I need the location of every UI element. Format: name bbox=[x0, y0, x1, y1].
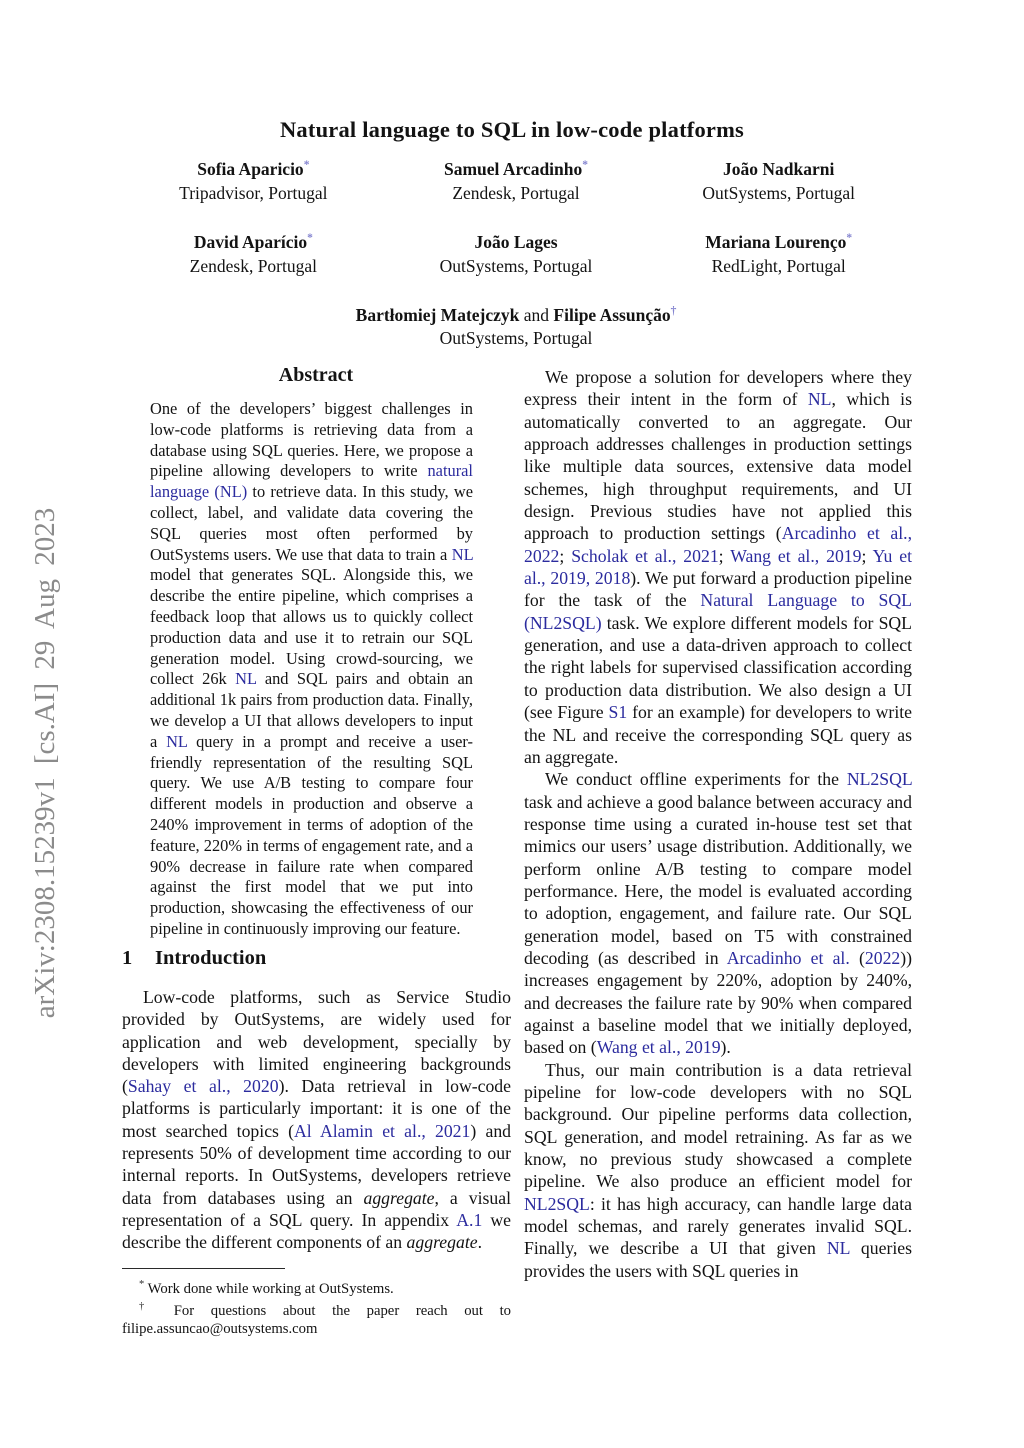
authors-row-1 bbox=[122, 153, 910, 206]
author-affiliation: RedLight, Portugal bbox=[711, 255, 846, 276]
section-heading-introduction bbox=[122, 947, 510, 970]
text-run: We conduct offline experiments for the bbox=[545, 769, 847, 790]
author-mark: * bbox=[846, 231, 853, 244]
abstract-text bbox=[150, 399, 473, 940]
right-column bbox=[524, 366, 912, 1282]
inline-link[interactable]: Sahay et al., 2020 bbox=[127, 1076, 279, 1097]
text-run: ). We put forward a production pipeline for the task of the bbox=[524, 568, 912, 611]
text-run: Low-code platforms, such as Service Studio provided by OutSystems, are widely used for application and web development, specially by developers with limited engineering backgrounds ( bbox=[122, 987, 511, 1097]
abstract-heading: Abstract bbox=[278, 364, 354, 386]
text-run: model that generates SQL. Alongside this, we describe the entire pipeline, which comprises a feedback loop that allows us to quickly collect production data and use it to retrain our SQL generation model. Using crowd-sourcing, we collect 26k bbox=[150, 565, 473, 689]
inline-link[interactable]: NL bbox=[235, 669, 257, 689]
text-run: , which is automatically converted to an aggregate. Our approach addresses challenges in production settings like multiple data sources, extensive data model schemes, high throughput requirements, and UI design. Previous studies have not applied this approach to production settings ( bbox=[524, 389, 912, 544]
text-run: ; bbox=[861, 545, 873, 566]
text-run: we describe the different components of an bbox=[122, 1209, 512, 1253]
footnote bbox=[122, 1276, 511, 1298]
inline-link[interactable]: natural language (NL) bbox=[150, 461, 473, 502]
authors-block bbox=[122, 153, 910, 351]
author-name bbox=[647, 226, 910, 254]
inline-link[interactable]: Natural Language to SQL (NL2SQL) bbox=[524, 590, 912, 633]
arxiv-watermark: arXiv:2308.15239v1 [cs.AI] 29 Aug 2023 bbox=[29, 507, 61, 1019]
author-name-text: Filipe Assunção bbox=[553, 304, 671, 325]
inline-link[interactable]: S1 bbox=[608, 702, 628, 723]
author-affiliation: Zendesk, Portugal bbox=[452, 182, 580, 203]
footnote-text: For questions about the paper reach out to filipe.assuncao@outsystems.com bbox=[122, 1302, 511, 1338]
author bbox=[385, 226, 648, 279]
text-run: task and achieve a good balance between accuracy and response time using a curated in-house test set that mimics our users’ usage distribution. Additionally, we perform online A/B testing to compare model performance. Here, the model is evaluated according to adoption, engagement, and failure rate. Our SQL generation model, based on T5 with constrained decoding (as described in bbox=[524, 791, 912, 968]
text-run: We propose a solution for developers where they express their intent in the form of bbox=[524, 367, 912, 410]
inline-link[interactable]: Arcadinho et al., 2022 bbox=[524, 523, 912, 566]
inline-link[interactable]: NL2SQL bbox=[524, 1193, 590, 1214]
text-run: ). Data retrieval in low-code platforms is particularly important: it is one of the most searched topics ( bbox=[122, 1076, 511, 1141]
text-run: queries provides the users with SQL queries in bbox=[524, 1238, 912, 1281]
paper-title: Natural language to SQL in low-code platforms bbox=[279, 117, 744, 142]
footnote-text: Work done while working at OutSystems. bbox=[147, 1280, 394, 1297]
section-number: 1 bbox=[122, 947, 133, 969]
author-name-text: Mariana Lourenço bbox=[705, 231, 847, 252]
footnote-mark: * bbox=[139, 1279, 145, 1290]
text-run: Thus, our main contribution is a data retrieval pipeline for low-code developers with no SQL background. Our pipeline performs data collection, SQL generation, and model retraining. As far as we know, no previous study showcased a complete pipeline. We also produce an efficient model for bbox=[524, 1059, 912, 1192]
author-mark: * bbox=[303, 159, 310, 171]
author-name-text: Sofia Aparicio bbox=[197, 158, 304, 179]
author-name-text: David Aparício bbox=[193, 231, 308, 252]
body-paragraph bbox=[524, 768, 912, 1058]
inline-link[interactable]: NL2SQL bbox=[846, 769, 912, 790]
footnote-divider bbox=[122, 1268, 285, 1269]
author-affiliation: Tripadvisor, Portugal bbox=[179, 182, 328, 203]
footnote-mark: † bbox=[139, 1301, 158, 1313]
body-paragraph bbox=[524, 1059, 912, 1282]
text-run: , a visual representation of a SQL query. In appendix bbox=[122, 1187, 511, 1230]
author-name bbox=[122, 226, 385, 254]
author-name bbox=[122, 299, 910, 327]
text-run: : it has high accuracy, can handle large data model schemas, and rarely generates invalid SQL. Finally, we describe a UI that given bbox=[524, 1193, 912, 1259]
text-run: aggregate bbox=[363, 1187, 435, 1208]
author-affiliation: OutSystems, Portugal bbox=[439, 255, 593, 276]
text-run: query in a prompt and receive a user-friendly representation of the resulting SQL query. We use A/B testing to compare four different models in production and observe a 240% improvement in terms of adoption of the feature, 220% in terms of engagement rate, and a 90% decrease in failure rate when compared against the first model that we put into production, showcasing the effectiveness of our pipeline in continuously improving our feature. bbox=[150, 731, 474, 938]
body-paragraph bbox=[524, 366, 912, 768]
inline-link[interactable]: 2022 bbox=[864, 947, 901, 968]
author-name-text: João Lages bbox=[474, 231, 558, 252]
inline-link[interactable]: NL bbox=[826, 1238, 850, 1259]
author-name-text: Samuel Arcadinho bbox=[444, 158, 583, 179]
text-run: ). bbox=[720, 1037, 731, 1058]
authors-row-3 bbox=[122, 299, 910, 352]
author-affiliation: OutSystems, Portugal bbox=[439, 328, 593, 349]
author-mark: * bbox=[307, 231, 313, 244]
text-run: aggregate bbox=[406, 1232, 478, 1253]
inline-link[interactable]: Scholak et al., 2021 bbox=[571, 545, 719, 566]
author-affiliation: Zendesk, Portugal bbox=[189, 255, 317, 276]
text-run: task. We explore different models for SQL generation, and use a data-driven approach to collect the right labels for supervised classification according to production data distribution. We also design a UI (see Figure bbox=[524, 612, 912, 723]
author-name bbox=[122, 153, 385, 181]
inline-link[interactable]: Arcadinho et al. bbox=[726, 947, 850, 968]
author-name-text: Bartłomiej Matejczyk bbox=[355, 304, 520, 325]
footnote bbox=[122, 1298, 511, 1338]
author-name bbox=[385, 153, 648, 181]
text-run: ; bbox=[559, 545, 572, 566]
text-run: and SQL pairs and obtain an additional 1k pairs from production data. Finally, we develop a UI that allows developers to input a bbox=[150, 669, 473, 751]
inline-link[interactable]: NL bbox=[807, 389, 832, 410]
inline-link[interactable]: A.1 bbox=[456, 1209, 483, 1230]
author bbox=[647, 226, 910, 279]
author-affiliation: OutSystems, Portugal bbox=[702, 182, 855, 203]
author-name-text: João Nadkarni bbox=[723, 158, 835, 179]
author-name bbox=[385, 226, 648, 254]
inline-link[interactable]: NL bbox=[451, 544, 473, 564]
author bbox=[122, 226, 385, 279]
inline-link[interactable]: NL bbox=[166, 731, 188, 751]
inline-link[interactable]: Wang et al., 2019 bbox=[596, 1037, 721, 1058]
author bbox=[122, 153, 385, 206]
text-run: for an example) for developers to write the NL and receive the corresponding SQL query as an aggregate. bbox=[524, 702, 912, 767]
inline-link[interactable]: Yu et al., 2019, 2018 bbox=[524, 545, 912, 589]
author-mark: † bbox=[670, 304, 677, 317]
text-run: ; bbox=[718, 545, 731, 566]
text-run: ) and represents 50% of development time according to our internal reports. In OutSystems, developers retrieve data from databases using an bbox=[122, 1120, 512, 1208]
author bbox=[385, 153, 648, 206]
author-and-text: and bbox=[519, 304, 554, 325]
inline-link[interactable]: Al Alamin et al., 2021 bbox=[294, 1120, 471, 1141]
text-run: . bbox=[477, 1232, 483, 1253]
author bbox=[647, 153, 910, 206]
inline-link[interactable]: Wang et al., 2019 bbox=[730, 545, 862, 566]
text-run: ( bbox=[849, 947, 865, 968]
introduction-paragraph bbox=[122, 986, 511, 1254]
section-title: Introduction bbox=[155, 947, 267, 969]
text-run: to retrieve data. In this study, we collect, label, and validate data covering the SQL queries most often performed by OutSystems users. We use that data to train a bbox=[150, 482, 474, 564]
footnotes-block bbox=[122, 1268, 511, 1338]
text-run: )) increases engagement by 220%, adoption by 240%, and decreases the failure rate by 90% when compared against a baseline model that we initially deployed, based on ( bbox=[524, 947, 913, 1058]
text-run: One of the developers’ biggest challenges in low-code platforms is retrieving data from a database using SQL queries. Here, we propose a pipeline allowing developers to write bbox=[150, 399, 473, 481]
author-mark: * bbox=[582, 159, 588, 171]
author-name bbox=[647, 153, 910, 181]
authors-row-2 bbox=[122, 226, 910, 279]
